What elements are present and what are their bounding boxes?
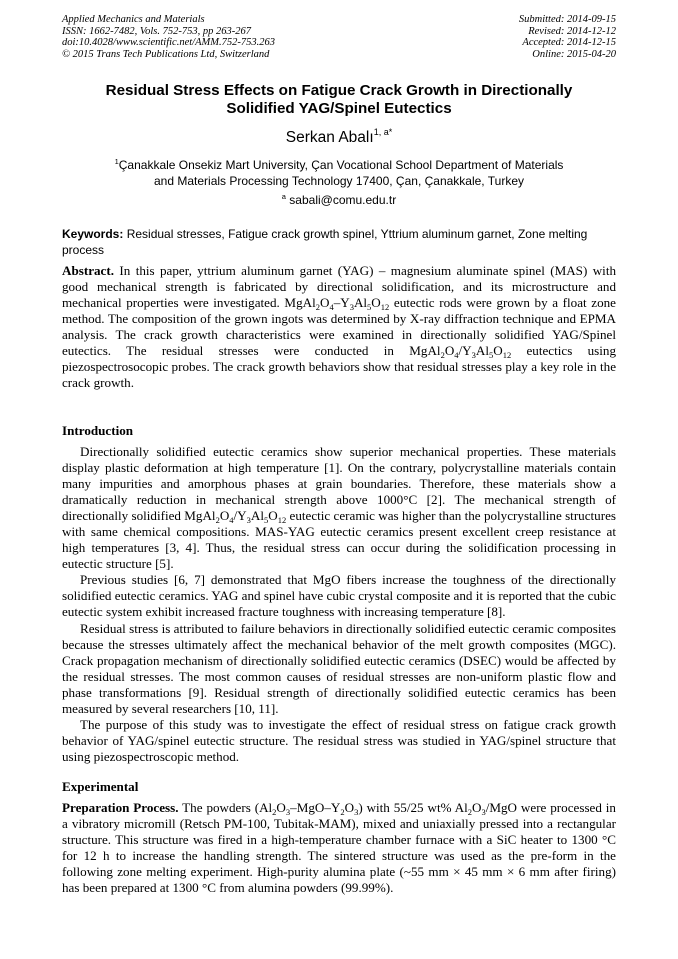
affiliation-line-1	[62, 154, 616, 173]
experimental-heading: Experimental	[62, 779, 139, 794]
email-superscript: a	[281, 192, 286, 201]
title-line-2: Solidified YAG/Spinel Eutectics	[226, 100, 452, 117]
journal-copyright: © 2015 Trans Tech Publications Ltd, Switzerland	[62, 48, 270, 60]
journal-doi: doi:10.4028/www.scientific.net/AMM.752-753.263	[62, 37, 275, 49]
title-line-1: Residual Stress Effects on Fatigue Crack Growth in Directionally	[105, 82, 573, 99]
affiliation-text-1: Çanakkale Onsekiz Mart University, Çan Vocational School Department of Materials	[118, 158, 564, 172]
paper-title	[62, 82, 616, 118]
journal-name: Applied Mechanics and Materials	[62, 14, 205, 25]
affiliation	[62, 154, 616, 189]
author-superscript: 1, a*	[373, 127, 393, 137]
intro-paragraph-4: The purpose of this study was to investigate the effect of residual stress on fatigue crack growth behavior of YAG/spinel eutectic structure. The residual stress was studied in YAG/spinel structure that using piezospectroscopic method.	[62, 716, 616, 764]
abstract-text-3: eutectics using piezospectrosocopic probes. The crack growth behaviors show that residual stresses play a key role in the crack growth.	[62, 343, 616, 391]
author-email	[62, 192, 616, 207]
author-line	[62, 127, 616, 147]
keywords-text: Residual stresses, Fatigue crack growth spinel, Yttrium aluminum garnet, Zone melting process	[62, 227, 588, 257]
publication-dates	[519, 14, 616, 60]
journal-info	[62, 14, 275, 60]
abstract-text-2: eutectic rods were grown by a float zone method. The composition of the grown ingots was determined by X-ray diffraction technique and EPMA analysis. The crack growth characteristics were examined in directionally solidified YAG/Spinel eutectics. The residual stresses were conducted in MgAl	[62, 295, 616, 359]
introduction-heading: Introduction	[62, 423, 134, 438]
preparation-label: Preparation Process.	[62, 800, 179, 815]
abstract-text-1: In this paper, yttrium aluminum garnet (YAG) – magnesium aluminate spinel (MAS) with good mechanical strength is fabricated by directional solidification, and its microstructure and mechanical properties were investigated. MgAl	[62, 263, 616, 311]
exp-text-b: ) with 55/25 wt% Al	[358, 800, 468, 815]
journal-issn: ISSN: 1662-7482, Vols. 752-753, pp 263-267	[62, 25, 251, 37]
introduction-body	[62, 444, 616, 765]
intro-p1-text-a: Directionally solidified eutectic ceramics show superior mechanical properties. These materials display plastic deformation at high temperature [1]. On the contrary, polycrystalline materials contain many impurities and amorphous phases at grain boundaries. Therefore, these materials show a dramatically reduction in mechanical strength above 1000°C [2]. The mechanical strength of directionally solidified MgAl	[62, 444, 616, 524]
intro-p1-text-b: eutectic ceramic was higher than the polycrystalline structures with same chemical compositions. MAS-YAG eutectic ceramics present excellent creep resistance at high temperatures [3, 4]. Thus, the residual stress can occur during the solidification processing in eutectic structure [5].	[62, 508, 616, 572]
abstract: Abstract. In this paper, yttrium aluminum garnet (YAG) – magnesium aluminate spinel (MAS) with good mechanical strength is fabricated by directional solidification, and its microstructure and mechanical properties were investigated. $MgAl_2O_4-Y_3Al_5O_{12}$ eutectic rods were grown by a float zone method. The composition of the grown ingots was determined by X-ray diffraction technique and EPMA analysis. The crack growth characteristics were examined in directionally solidified YAG/Spinel eutectics. The residual stresses were conducted in $MgAl_2O_4/Y_3Al_5O_{12}$ eutectics using piezospectrosocopic probes. The crack growth behaviors show that residual stresses play a key role in the crack growth.	[62, 263, 616, 391]
date-submitted: Submitted: 2014-09-15	[518, 14, 616, 25]
exp-text-c: /MgO were processed in a vibratory micromill (Retsch PM-100, Tubitak-MAM), mixed and uniaxially pressed into a rectangular structure. This structure was fired in a high-temperature chamber furnace with a SiC heater to 1300 °C for 12 h to increase the handling strength. The sintered structure was used as the pre-form in the following zone melting experiment. High-purity alumina plate (~55 mm × 45 mm × 6 mm after firing) has been prepared at 1300 °C from alumina powders (99.99%).	[62, 800, 616, 896]
experimental-body	[62, 800, 616, 896]
email-address: sabali@comu.edu.tr	[289, 193, 397, 207]
date-revised: Revised: 2014-12-12	[528, 25, 616, 37]
affiliation-line-2: and Materials Processing Technology 17400, Çan, Çanakkale, Turkey	[154, 174, 524, 188]
abstract-label: Abstract.	[62, 263, 114, 278]
intro-paragraph-3: Residual stress is attributed to failure behaviors in directionally solidified eutectic ceramic composites because the stresses ultimately affect the mechanical behavior of the melt growth composites (MGC). Crack propagation mechanism of directionally solidified eutectic ceramics (DSEC) would be affected by the residual stresses. The most common causes of residual stresses are non-uniform plastic flow and phase transformations [9]. Residual strength of directionally solidified eutectic ceramics has been measured by several researchers [10, 11].	[62, 620, 616, 716]
experimental-paragraph-1: Preparation Process. The powders $(Al_2O_3-MgO-Y_2O_3)$ with 55/25 wt% $Al_2O_3$/MgO were processed in a vibratory micromill (Retsch PM-100, Tubitak-MAM), mixed and uniaxially pressed into a rectangular structure. This structure was fired in a high-temperature chamber furnace with a SiC heater to 1300 °C for 12 h to increase the handling strength. The sintered structure was used as the pre-form in the following zone melting experiment. High-purity alumina plate (~55 mm × 45 mm × 6 mm after firing) has been prepared at 1300 °C from alumina powders (99.99%).	[62, 800, 616, 896]
exp-text-a: The powders (Al	[178, 800, 273, 815]
date-online: Online: 2015-04-20	[532, 48, 616, 60]
author-name: Serkan Abalı	[285, 129, 374, 146]
affiliation-superscript: 1	[114, 157, 119, 166]
keywords	[62, 227, 616, 258]
date-accepted: Accepted: 2014-12-15	[522, 37, 616, 49]
keywords-label: Keywords:	[62, 227, 124, 241]
intro-paragraph-2: Previous studies [6, 7] demonstrated that MgO fibers increase the toughness of the directionally solidified eutectic ceramics. YAG and spinel have cubic crystal composite and it is reported that the cubic eutectic system exhibit increased fracture toughness with increasing temperature [8].	[62, 572, 616, 620]
intro-paragraph-1: Directionally solidified eutectic ceramics show superior mechanical properties. These materials display plastic deformation at high temperature [1]. On the contrary, polycrystalline materials contain many impurities and amorphous phases at grain boundaries. Therefore, these materials show a dramatically reduction in mechanical strength above 1000°C [2]. The mechanical strength of directionally solidified $MgAl_2O_4/Y_3Al_5O_{12}$ eutectic ceramic was higher than the polycrystalline structures with same chemical compositions. MAS-YAG eutectic ceramics present excellent creep resistance at high temperatures [3, 4]. Thus, the residual stress can occur during the solidification processing in eutectic structure [5].	[62, 444, 616, 572]
